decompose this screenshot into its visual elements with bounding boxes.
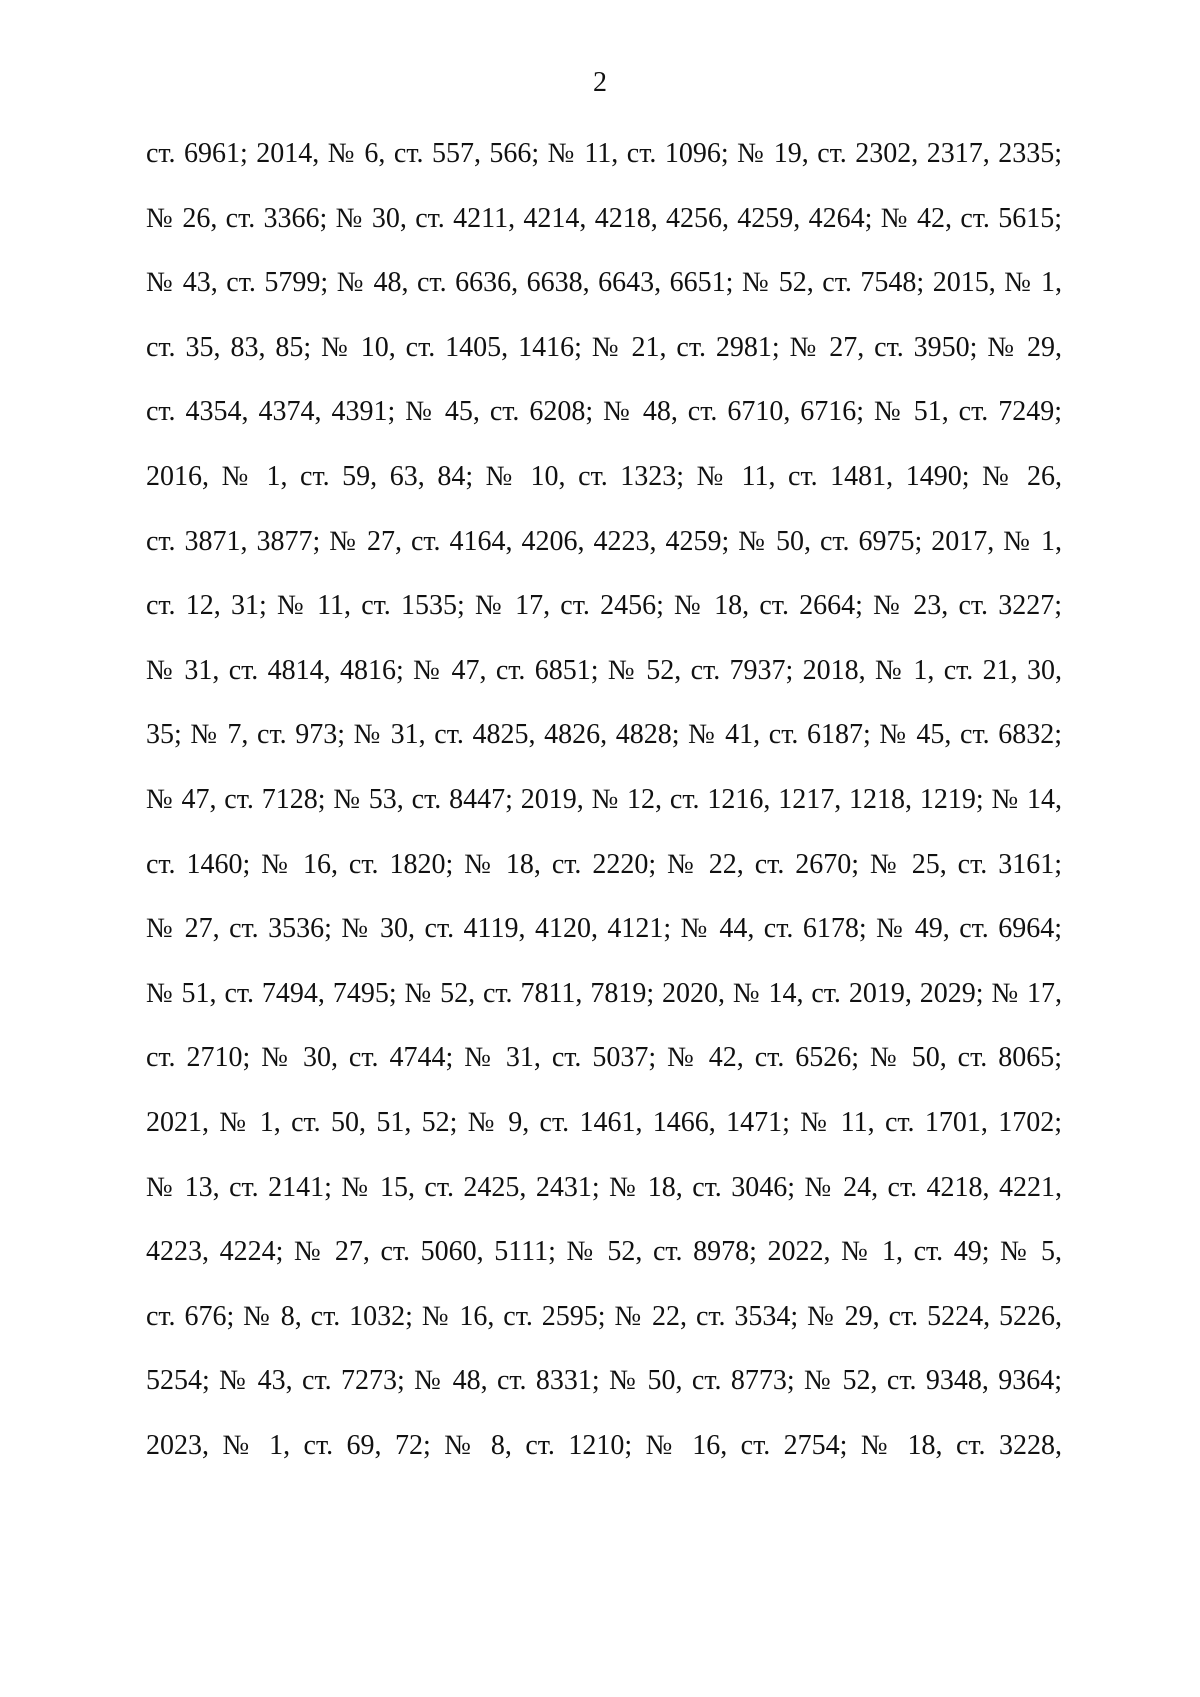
text-line: № 31, ст. 4814, 4816; № 47, ст. 6851; № 52, ст. 7937; 2018, № 1, ст. 21, 30,: [146, 654, 1062, 686]
text-line: 2023, № 1, ст. 69, 72; № 8, ст. 1210; № 16, ст. 2754; № 18, ст. 3228,: [146, 1429, 1062, 1461]
page-number: 2: [593, 67, 607, 98]
text-line: ст. 2710; № 30, ст. 4744; № 31, ст. 5037; № 42, ст. 6526; № 50, ст. 8065;: [146, 1042, 1062, 1074]
text-line: ст. 4354, 4374, 4391; № 45, ст. 6208; № 48, ст. 6710, 6716; № 51, ст. 7249;: [146, 396, 1062, 428]
text-line: ст. 6961; 2014, № 6, ст. 557, 566; № 11, ст. 1096; № 19, ст. 2302, 2317, 2335;: [146, 138, 1062, 169]
text-line: ст. 1460; № 16, ст. 1820; № 18, ст. 2220; № 22, ст. 2670; № 25, ст. 3161;: [146, 848, 1062, 880]
body-text: [146, 137, 1062, 1493]
text-line: № 27, ст. 3536; № 30, ст. 4119, 4120, 4121; № 44, ст. 6178; № 49, ст. 6964;: [146, 913, 1062, 945]
text-line: № 43, ст. 5799; № 48, ст. 6636, 6638, 6643, 6651; № 52, ст. 7548; 2015, № 1,: [146, 267, 1062, 299]
text-line: 5254; № 43, ст. 7273; № 48, ст. 8331; № 50, ст. 8773; № 52, ст. 9348, 9364;: [146, 1365, 1062, 1397]
text-line: 35; № 7, ст. 973; № 31, ст. 4825, 4826, 4828; № 41, ст. 6187; № 45, ст. 6832;: [146, 719, 1062, 751]
text-line: № 51, ст. 7494, 7495; № 52, ст. 7811, 7819; 2020, № 14, ст. 2019, 2029; № 17,: [146, 977, 1062, 1009]
text-line: ст. 3871, 3877; № 27, ст. 4164, 4206, 4223, 4259; № 50, ст. 6975; 2017, № 1,: [146, 525, 1062, 557]
text-line: 2021, № 1, ст. 50, 51, 52; № 9, ст. 1461, 1466, 1471; № 11, ст. 1701, 1702;: [146, 1106, 1062, 1138]
text-line: № 13, ст. 2141; № 15, ст. 2425, 2431; № 18, ст. 3046; № 24, ст. 4218, 4221,: [146, 1171, 1062, 1203]
text-line: ст. 676; № 8, ст. 1032; № 16, ст. 2595; № 22, ст. 3534; № 29, ст. 5224, 5226,: [146, 1300, 1062, 1332]
text-line: ст. 12, 31; № 11, ст. 1535; № 17, ст. 2456; № 18, ст. 2664; № 23, ст. 3227;: [146, 590, 1062, 622]
text-line: 4223, 4224; № 27, ст. 5060, 5111; № 52, ст. 8978; 2022, № 1, ст. 49; № 5,: [146, 1236, 1062, 1268]
text-line: № 26, ст. 3366; № 30, ст. 4211, 4214, 4218, 4256, 4259, 4264; № 42, ст. 5615;: [146, 202, 1062, 234]
text-line: ст. 35, 83, 85; № 10, ст. 1405, 1416; № 21, ст. 2981; № 27, ст. 3950; № 29,: [146, 331, 1062, 363]
text-line: № 47, ст. 7128; № 53, ст. 8447; 2019, № 12, ст. 1216, 1217, 1218, 1219; № 14,: [146, 783, 1062, 815]
text-line: 2016, № 1, ст. 59, 63, 84; № 10, ст. 1323; № 11, ст. 1481, 1490; № 26,: [146, 460, 1062, 492]
